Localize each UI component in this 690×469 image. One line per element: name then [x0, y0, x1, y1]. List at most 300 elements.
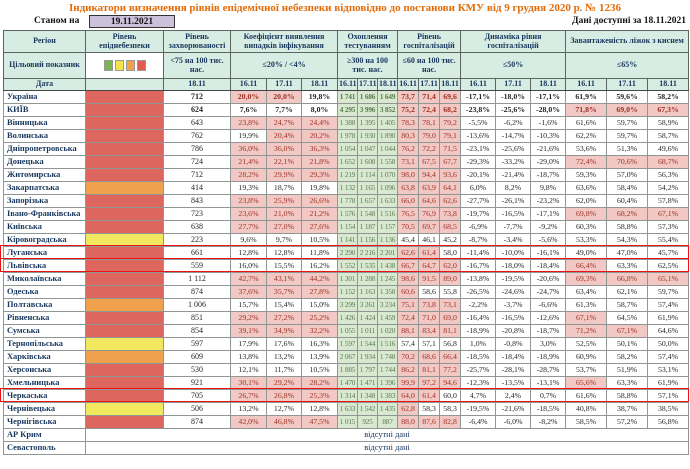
beds-cell: 56,3%	[648, 169, 689, 182]
region-name: Закарпатська	[4, 182, 86, 195]
detection-cell: 21,0%	[267, 208, 302, 221]
dynamics-cell: -16,4%	[461, 312, 496, 325]
beds-cell: 61,9%	[566, 91, 607, 104]
dynamics-cell: 1,0%	[461, 338, 496, 351]
date-header: 16.11	[461, 79, 496, 91]
testing-cell: 1 548	[358, 208, 378, 221]
target-hospitalization: ≤60 на 100 тис. нас.	[398, 53, 461, 79]
dynamics-cell: 9,8%	[531, 182, 566, 195]
date-header: 18.11	[440, 79, 461, 91]
testing-cell: 2 290	[338, 247, 358, 260]
hospitalization-cell: 72,2	[419, 143, 440, 156]
testing-cell: 3 261	[358, 299, 378, 312]
hospitalization-cell: 81,1	[440, 325, 461, 338]
hospitalization-cell: 79,0	[419, 130, 440, 143]
detection-cell: 26,8%	[267, 390, 302, 403]
hospitalization-cell: 61,4	[419, 247, 440, 260]
col-region: Регіон	[4, 31, 86, 53]
testing-cell: 1 438	[378, 260, 398, 273]
testing-cell: 1 459	[378, 312, 398, 325]
dynamics-cell: -24,7%	[531, 286, 566, 299]
dynamics-cell: -23,8%	[461, 104, 496, 117]
indicators-table	[3, 30, 689, 455]
dynamics-cell: -25,7%	[461, 364, 496, 377]
testing-cell: 1 020	[378, 325, 398, 338]
incidence-cell: 724	[164, 156, 231, 169]
testing-cell: 1 657	[358, 195, 378, 208]
detection-cell: 15,0%	[302, 299, 338, 312]
hospitalization-cell: 73,8	[440, 208, 461, 221]
detection-cell: 28,2%	[231, 169, 267, 182]
detection-cell: 29,2%	[231, 312, 267, 325]
testing-cell: 1 797	[358, 364, 378, 377]
dynamics-cell: -12,3%	[461, 377, 496, 390]
table-row	[4, 273, 689, 286]
testing-cell: 1 741	[338, 91, 358, 104]
table-row	[4, 429, 689, 442]
testing-cell: 1 154	[338, 221, 358, 234]
indicators-table-wrapper	[3, 30, 688, 455]
dynamics-cell: 2,4%	[496, 390, 531, 403]
dynamics-cell: -26,1%	[496, 195, 531, 208]
beds-cell: 57,4%	[648, 351, 689, 364]
beds-cell: 59,6%	[607, 91, 648, 104]
incidence-cell: 597	[164, 338, 231, 351]
dynamics-cell: -29,3%	[461, 156, 496, 169]
beds-cell: 70,6%	[607, 156, 648, 169]
detection-cell: 25,9%	[267, 195, 302, 208]
hospitalization-cell: 60,6	[398, 286, 419, 299]
detection-cell: 8,0%	[302, 104, 338, 117]
legend-square	[126, 60, 135, 71]
testing-cell: 3 852	[378, 104, 398, 117]
beds-cell: 59,3%	[566, 169, 607, 182]
col-hospitalization: Рівень госпіталізацій	[398, 31, 461, 53]
dynamics-cell: 0,7%	[531, 390, 566, 403]
beds-cell: 50,0%	[648, 338, 689, 351]
dynamics-cell: -8,2%	[531, 416, 566, 429]
no-data-cell: відсутні дані	[86, 429, 689, 442]
hospitalization-cell: 62,8	[398, 403, 419, 416]
detection-cell: 10,5%	[302, 364, 338, 377]
detection-cell: 39,1%	[231, 325, 267, 338]
beds-cell: 58,5%	[566, 416, 607, 429]
epidemic-level-cell	[86, 247, 164, 260]
beds-cell: 53,1%	[648, 364, 689, 377]
detection-cell: 42,7%	[231, 273, 267, 286]
detection-cell: 27,8%	[302, 286, 338, 299]
testing-cell: 3 299	[338, 299, 358, 312]
hospitalization-cell: 69,7	[419, 221, 440, 234]
epidemic-level-cell	[86, 312, 164, 325]
date-header: 17.11	[267, 79, 302, 91]
region-name: Харківська	[4, 351, 86, 364]
region-name: Волинська	[4, 130, 86, 143]
epidemic-level-cell	[86, 156, 164, 169]
hospitalization-cell: 61,4	[419, 390, 440, 403]
detection-cell: 21,2%	[302, 208, 338, 221]
hospitalization-cell: 79,2	[440, 117, 461, 130]
detection-cell: 25,3%	[302, 390, 338, 403]
date-header: 16.11	[338, 79, 358, 91]
target-label: Цільовий показник	[4, 53, 86, 79]
header-row-dates	[4, 79, 689, 91]
testing-cell: 1 544	[358, 338, 378, 351]
header-row-targets	[4, 53, 689, 79]
testing-cell: 1 163	[358, 286, 378, 299]
dynamics-cell: -3,4%	[496, 234, 531, 247]
incidence-cell: 624	[164, 104, 231, 117]
table-row	[4, 442, 689, 455]
dynamics-cell: -18,0%	[496, 91, 531, 104]
incidence-cell: 223	[164, 234, 231, 247]
epidemic-level-cell	[86, 195, 164, 208]
hospitalization-cell: 89,0	[440, 273, 461, 286]
dynamics-cell: -10,3%	[531, 130, 566, 143]
incidence-cell: 661	[164, 247, 231, 260]
dynamics-cell: -6,4%	[461, 416, 496, 429]
epidemic-level-cell	[86, 169, 164, 182]
epidemic-level-cell	[86, 234, 164, 247]
testing-cell: 1 219	[338, 169, 358, 182]
hospitalization-cell: 72,4	[419, 104, 440, 117]
hospitalization-cell: 75,2	[398, 104, 419, 117]
region-name: Київська	[4, 221, 86, 234]
hospitalization-cell: 66,7	[398, 260, 419, 273]
detection-cell: 20,0%	[231, 91, 267, 104]
testing-cell: 1 383	[378, 390, 398, 403]
detection-cell: 21,4%	[231, 156, 267, 169]
hospitalization-cell: 88,0	[398, 416, 419, 429]
detection-cell: 10,5%	[302, 234, 338, 247]
detection-cell: 26,7%	[231, 390, 267, 403]
testing-cell: 1 070	[378, 169, 398, 182]
detection-cell: 15,7%	[231, 299, 267, 312]
dynamics-cell: -18,0%	[496, 260, 531, 273]
date-header: 18.11	[531, 79, 566, 91]
hospitalization-cell: 46,1	[419, 234, 440, 247]
detection-cell: 30,1%	[231, 377, 267, 390]
legend-square	[137, 60, 146, 71]
region-name: Рівненська	[4, 312, 86, 325]
epidemic-level-cell	[86, 104, 164, 117]
beds-cell: 63,4%	[566, 286, 607, 299]
beds-cell: 57,4%	[648, 299, 689, 312]
hospitalization-cell: 64,7	[419, 260, 440, 273]
target-incidence: <75 на 100 тис. нас.	[164, 53, 231, 79]
detection-cell: 36,3%	[302, 143, 338, 156]
testing-cell: 1 744	[378, 364, 398, 377]
beds-cell: 68,2%	[607, 208, 648, 221]
table-row	[4, 338, 689, 351]
hospitalization-cell: 94,6	[440, 377, 461, 390]
dynamics-cell: -13,6%	[461, 130, 496, 143]
page-title: Індикатори визначення рівнів епідемічної небезпеки відповідно до постанови КМУ від 9 грудня 2020 р. № 1236	[68, 2, 621, 14]
testing-cell: 1 156	[358, 234, 378, 247]
hospitalization-cell: 67,5	[419, 156, 440, 169]
hospitalization-cell: 97,2	[419, 377, 440, 390]
hospitalization-cell: 70,2	[398, 351, 419, 364]
incidence-cell: 786	[164, 143, 231, 156]
region-name: Херсонська	[4, 364, 86, 377]
testing-cell: 1 096	[378, 182, 398, 195]
testing-cell: 1 426	[338, 312, 358, 325]
hospitalization-cell: 57,1	[419, 338, 440, 351]
hospitalization-cell: 64,0	[398, 390, 419, 403]
region-name: Сумська	[4, 325, 86, 338]
dynamics-cell: -6,0%	[496, 416, 531, 429]
hospitalization-cell: 70,5	[398, 221, 419, 234]
legend-square	[104, 60, 113, 71]
epidemic-level-cell	[86, 390, 164, 403]
dynamics-cell: -28,0%	[531, 104, 566, 117]
beds-cell: 53,7%	[566, 364, 607, 377]
beds-cell: 59,7%	[648, 286, 689, 299]
hospitalization-cell: 45,2	[440, 234, 461, 247]
beds-cell: 51,3%	[607, 143, 648, 156]
detection-cell: 32,2%	[302, 325, 338, 338]
beds-cell: 62,0%	[566, 195, 607, 208]
testing-cell: 1 424	[358, 312, 378, 325]
testing-cell: 3 996	[358, 104, 378, 117]
beds-cell: 51,9%	[607, 364, 648, 377]
dynamics-cell: -24,6%	[496, 286, 531, 299]
dynamics-cell: -13,8%	[461, 273, 496, 286]
detection-cell: 19,3%	[231, 182, 267, 195]
detection-cell: 34,9%	[267, 325, 302, 338]
testing-cell: 1 114	[358, 169, 378, 182]
beds-cell: 61,9%	[648, 312, 689, 325]
detection-cell: 27,6%	[302, 221, 338, 234]
hospitalization-cell: 76,9	[419, 208, 440, 221]
incidence-cell: 874	[164, 286, 231, 299]
dynamics-cell: -10,0%	[496, 247, 531, 260]
beds-cell: 55,4%	[648, 234, 689, 247]
detection-cell: 23,8%	[231, 117, 267, 130]
dynamics-cell: -19,5%	[496, 273, 531, 286]
detection-cell: 27,7%	[231, 221, 267, 234]
epidemic-level-cell	[86, 364, 164, 377]
beds-cell: 54,2%	[648, 182, 689, 195]
beds-cell: 72,4%	[566, 156, 607, 169]
table-row	[4, 104, 689, 117]
incidence-cell: 638	[164, 221, 231, 234]
table-row	[4, 221, 689, 234]
beds-cell: 58,9%	[648, 117, 689, 130]
epidemic-level-cell	[86, 351, 164, 364]
dynamics-cell: -23,2%	[531, 195, 566, 208]
table-row	[4, 130, 689, 143]
dynamics-cell: 3,0%	[531, 338, 566, 351]
epidemic-level-cell	[86, 338, 164, 351]
hospitalization-cell: 98,0	[398, 169, 419, 182]
incidence-cell: 712	[164, 91, 231, 104]
detection-cell: 44,2%	[302, 273, 338, 286]
level-date-empty	[86, 79, 164, 91]
table-row	[4, 351, 689, 364]
beds-cell: 52,5%	[566, 338, 607, 351]
incidence-cell: 712	[164, 169, 231, 182]
beds-cell: 40,8%	[566, 403, 607, 416]
table-row	[4, 312, 689, 325]
detection-cell: 12,8%	[302, 403, 338, 416]
epidemic-level-cell	[86, 143, 164, 156]
date-header: 18.11	[302, 79, 338, 91]
date-header: 17.11	[419, 79, 440, 91]
dynamics-cell: -21,6%	[496, 403, 531, 416]
incidence-cell: 414	[164, 182, 231, 195]
testing-cell: 1 141	[338, 234, 358, 247]
hospitalization-cell: 73,1	[440, 299, 461, 312]
dynamics-cell: -20,8%	[496, 325, 531, 338]
epidemic-level-cell	[86, 325, 164, 338]
dynamics-cell: -16,5%	[496, 208, 531, 221]
testing-cell: 1 288	[358, 273, 378, 286]
testing-cell: 1 978	[338, 130, 358, 143]
beds-cell: 59,7%	[607, 130, 648, 143]
dynamics-cell: -8,7%	[461, 234, 496, 247]
hospitalization-cell: 45,4	[398, 234, 419, 247]
epidemic-level-cell	[86, 416, 164, 429]
legend-square	[115, 60, 124, 71]
beds-cell: 63,3%	[607, 377, 648, 390]
dynamics-cell: -13,5%	[496, 377, 531, 390]
epidemic-level-cell	[86, 182, 164, 195]
hospitalization-cell: 67,7	[440, 156, 461, 169]
hospitalization-cell: 73,8	[419, 299, 440, 312]
detection-cell: 9,7%	[267, 234, 302, 247]
hospitalization-cell: 99,9	[398, 377, 419, 390]
testing-cell: 1 157	[378, 221, 398, 234]
beds-cell: 67,1%	[607, 325, 648, 338]
beds-cell: 63,6%	[566, 182, 607, 195]
hospitalization-cell: 71,0	[419, 312, 440, 325]
beds-cell: 58,4%	[607, 182, 648, 195]
detection-cell: 29,2%	[267, 377, 302, 390]
dynamics-cell: -18,9%	[531, 351, 566, 364]
beds-cell: 62,1%	[607, 286, 648, 299]
detection-cell: 42,0%	[231, 416, 267, 429]
testing-cell: 1 015	[338, 416, 358, 429]
epidemic-level-cell	[86, 130, 164, 143]
dynamics-cell: -18,4%	[496, 351, 531, 364]
detection-cell: 13,8%	[231, 351, 267, 364]
incidence-cell: 851	[164, 312, 231, 325]
incidence-cell: 705	[164, 390, 231, 403]
hospitalization-cell: 64,1	[440, 182, 461, 195]
incidence-cell: 1 112	[164, 273, 231, 286]
testing-cell: 1 301	[338, 273, 358, 286]
detection-cell: 7,7%	[267, 104, 302, 117]
detection-cell: 13,2%	[231, 403, 267, 416]
table-row	[4, 117, 689, 130]
region-name: Одеська	[4, 286, 86, 299]
hospitalization-cell: 71,5	[440, 143, 461, 156]
dynamics-cell: -6,9%	[461, 221, 496, 234]
incidence-cell: 530	[164, 364, 231, 377]
hospitalization-cell: 81,1	[419, 364, 440, 377]
incidence-cell: 854	[164, 325, 231, 338]
testing-cell: 1 055	[338, 325, 358, 338]
testing-cell: 925	[358, 416, 378, 429]
hospitalization-cell: 78,3	[398, 117, 419, 130]
region-name: Житомирська	[4, 169, 86, 182]
testing-cell: 1 748	[378, 351, 398, 364]
date-header: 17.11	[496, 79, 531, 91]
region-name: Україна	[4, 91, 86, 104]
detection-cell: 18,7%	[267, 182, 302, 195]
hospitalization-cell: 77,2	[440, 364, 461, 377]
incidence-cell: 643	[164, 117, 231, 130]
region-name: Вінницька	[4, 117, 86, 130]
col-incidence: Рівень захворюваності	[164, 31, 231, 53]
region-name: КИЇВ	[4, 104, 86, 117]
beds-cell: 61,3%	[566, 299, 607, 312]
hospitalization-cell: 69,6	[440, 91, 461, 104]
date-header: 16.11	[231, 79, 267, 91]
incidence-cell: 609	[164, 351, 231, 364]
incidence-cell: 921	[164, 377, 231, 390]
date-header: 18.11	[378, 79, 398, 91]
detection-cell: 29,9%	[267, 169, 302, 182]
dynamics-cell: -1,6%	[531, 117, 566, 130]
epidemic-level-cell	[86, 221, 164, 234]
hospitalization-cell: 76,5	[398, 208, 419, 221]
epidemic-level-cell	[86, 273, 164, 286]
hospitalization-cell: 56,8	[440, 338, 461, 351]
dynamics-cell: -7,7%	[496, 221, 531, 234]
table-row	[4, 390, 689, 403]
table-row	[4, 143, 689, 156]
testing-cell: 1 535	[358, 260, 378, 273]
testing-cell: 1 558	[378, 156, 398, 169]
col-detection: Коефіцієнт виявлення випадків інфікування	[231, 31, 338, 53]
region-name: Івано-Франківська	[4, 208, 86, 221]
testing-cell: 1 516	[378, 208, 398, 221]
dynamics-cell: -27,7%	[461, 195, 496, 208]
col-epidemic-level: Рівень епіднебезпеки	[86, 31, 164, 53]
testing-cell: 1 245	[378, 273, 398, 286]
detection-cell: 27,0%	[267, 221, 302, 234]
testing-cell: 1 187	[358, 221, 378, 234]
testing-cell: 1 395	[358, 117, 378, 130]
testing-cell: 1 011	[358, 325, 378, 338]
beds-cell: 53,3%	[566, 234, 607, 247]
beds-cell: 62,5%	[648, 260, 689, 273]
detection-cell: 29,3%	[302, 169, 338, 182]
detection-cell: 36,0%	[267, 143, 302, 156]
hospitalization-cell: 94,4	[419, 169, 440, 182]
beds-cell: 53,6%	[566, 143, 607, 156]
epidemic-level-cell	[86, 260, 164, 273]
beds-cell: 60,3%	[566, 221, 607, 234]
detection-cell: 19,9%	[231, 130, 267, 143]
dynamics-cell: -25,6%	[496, 143, 531, 156]
testing-cell: 1 576	[338, 208, 358, 221]
testing-cell: 1 542	[358, 403, 378, 416]
beds-cell: 67,1%	[648, 208, 689, 221]
beds-cell: 69,0%	[607, 104, 648, 117]
date-label: Дата	[4, 79, 86, 91]
level-legend-cell	[86, 53, 164, 79]
as-of-date-box[interactable]: 19.11.2021	[89, 15, 175, 28]
beds-cell: 62,2%	[566, 130, 607, 143]
dynamics-cell: -19,5%	[461, 403, 496, 416]
beds-cell: 64,5%	[607, 312, 648, 325]
testing-cell: 887	[378, 416, 398, 429]
beds-cell: 67,3%	[648, 104, 689, 117]
region-name: Луганська	[4, 247, 86, 260]
